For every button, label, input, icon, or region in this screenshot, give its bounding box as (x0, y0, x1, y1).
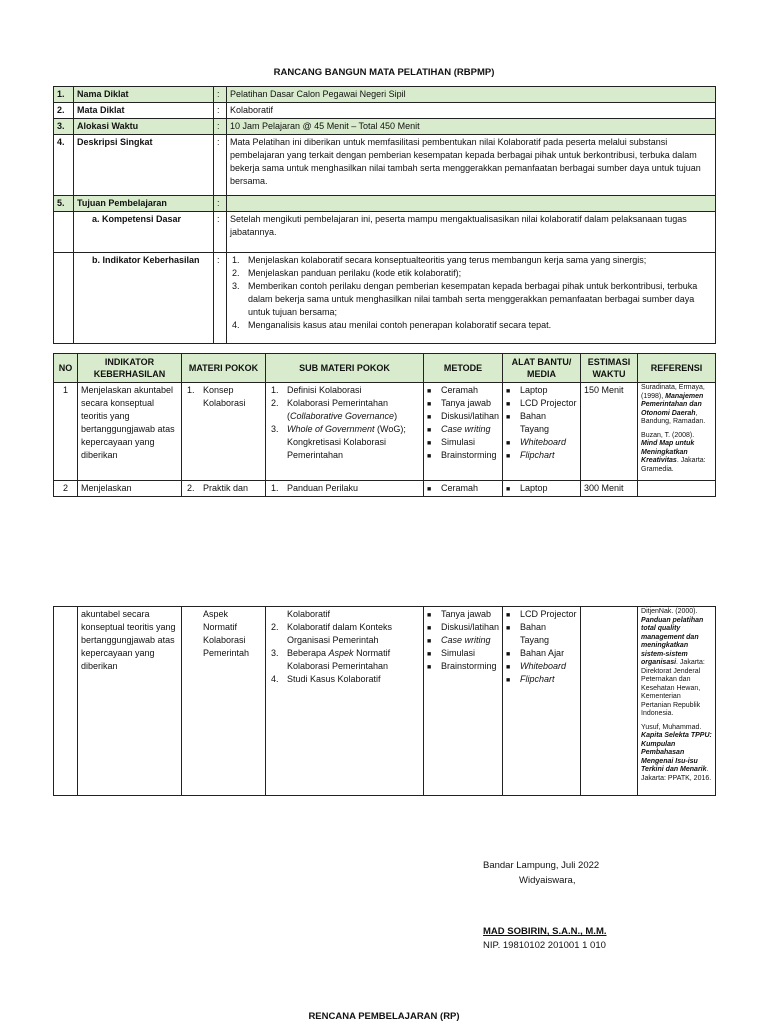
list-item: ■ Laptop (506, 385, 548, 395)
rbpmp-header-table (53, 86, 716, 344)
signature-place-date: Bandar Lampung, Juli 2022 (483, 860, 600, 871)
row-mata-diklat (54, 103, 716, 119)
list-item: ■ Bahan Tayang (506, 411, 550, 434)
table-row (54, 607, 716, 796)
row-kompetensi (54, 212, 716, 253)
separator: : (214, 119, 227, 135)
separator: : (214, 253, 227, 344)
row-nama-diklat (54, 87, 716, 103)
list-item: 2. Kolaborasi Pemerintahan (Collaborative Governance) (271, 398, 398, 421)
col-header: INDIKATOR KEBERHASILAN (78, 354, 182, 383)
cell-metode (424, 607, 503, 796)
list-item: ■ Diskusi/latihan (427, 411, 500, 421)
row-number: 2. (54, 103, 74, 119)
list-item: ■ Flipchart (506, 450, 555, 460)
rbpmp-detail-table (53, 353, 716, 497)
cell-materi: Aspek Normatif Kolaborasi Pemerintah (182, 607, 266, 796)
cell-referensi: DitjenNak. (2000). Panduan pelatihan total quality management dan meningkatkan sistem-sistem organisasi. Jakarta: Direktorat Jenderal Peternakan dan Kesehatan Hewan, Kementerian Pertanian Republik Indonesia. Yusuf, Muhammad. Kapita Selekta TPPU: Kumpulan Pembahasan Mengenai Isu-isu Terkini dan Menarik. Jakarta: PPATK, 2016. (638, 607, 716, 796)
col-header: ALAT BANTU/ MEDIA (503, 354, 581, 383)
cell-sub-materi (266, 383, 424, 481)
list-item: ■ LCD Projector (506, 609, 577, 619)
row-deskripsi (54, 135, 716, 196)
list-item: 3. Memberikan contoh perilaku dengan pemberian kesempatan kepada berbagai pihak untuk berkontribusi, terbuka dalam bekerja sama untuk menghasilkan nilai tambah serta menggerakkan pemanfaatan berbagai sumber daya untuk tujuan bersama; (232, 281, 698, 317)
separator: : (214, 87, 227, 103)
list-item: ■ Diskusi/latihan (427, 622, 500, 632)
cell-waktu: 300 Menit (581, 481, 638, 497)
cell-waktu: 150 Menit (581, 383, 638, 481)
cell-materi: 2. Praktik dan (182, 481, 266, 497)
list-item: ■ Brainstorming (427, 661, 497, 671)
col-header: ESTIMASI WAKTU (581, 354, 638, 383)
cell-media (503, 607, 581, 796)
cell-referensi (638, 481, 716, 497)
cell-no: 1 (54, 383, 78, 481)
cell-metode (424, 383, 503, 481)
row-label: a. Kompetensi Dasar (74, 212, 214, 253)
cell-referensi: Suradinata, Ermaya, (1998), Manajemen Pemerintahan dan Otonomi Daerah, Bandung, Ramadan. Buzan, T. (2008). Mind Map untuk Meningkatkan Kreativitas. Jakarta: Gramedia. (638, 383, 716, 481)
separator: : (214, 212, 227, 253)
row-number: 4. (54, 135, 74, 196)
cell-materi: 1. Konsep Kolaborasi (182, 383, 266, 481)
separator: : (214, 103, 227, 119)
col-header: SUB MATERI POKOK (266, 354, 424, 383)
row-indikator (54, 253, 716, 344)
row-number: 3. (54, 119, 74, 135)
row-tujuan (54, 196, 716, 212)
row-number: 5. (54, 196, 74, 212)
row-value: Kolaboratif (227, 103, 716, 119)
col-header: NO (54, 354, 78, 383)
cell-media (503, 383, 581, 481)
list-item: ■ Whiteboard (506, 661, 567, 671)
row-value (227, 253, 716, 344)
table-row (54, 481, 716, 497)
cell-no: 2 (54, 481, 78, 497)
list-item: ■ Whiteboard (506, 437, 567, 447)
list-item: 4. Studi Kasus Kolaboratif (271, 674, 381, 684)
cell-metode: ■ Ceramah (424, 481, 503, 497)
signature-nip: NIP. 19810102 201001 1 010 (483, 940, 606, 951)
indikator-list (230, 254, 712, 332)
cell-indikator: Menjelaskan akuntabel secara konseptual teoritis yang bertanggungjawab atas kepercayaan yang diberikan (78, 383, 182, 481)
row-label: Alokasi Waktu (74, 119, 214, 135)
row-label: Deskripsi Singkat (74, 135, 214, 196)
list-item: ■ LCD Projector (506, 398, 577, 408)
row-label: Tujuan Pembelajaran (74, 196, 214, 212)
rbpmp-detail-table-continued (53, 606, 716, 796)
list-item: ■ Bahan Tayang (506, 622, 550, 645)
row-label: Mata Diklat (74, 103, 214, 119)
cell-sub-materi: 1. Panduan Perilaku (266, 481, 424, 497)
list-item: ■ Ceramah (427, 385, 479, 395)
col-header: MATERI POKOK (182, 354, 266, 383)
cell-media: ■ Laptop (503, 481, 581, 497)
cell-waktu (581, 607, 638, 796)
list-item: 3. Whole of Government (WoG); Kongkretisasi Kolaborasi Pemerintahan (271, 424, 406, 460)
signature-role: Widyaiswara, (519, 875, 576, 886)
page-title: RANCANG BANGUN MATA PELATIHAN (RBPMP) (273, 67, 495, 78)
footer-title: RENCANA PEMBELAJARAN (RP) (308, 1011, 460, 1022)
row-label: Nama Diklat (74, 87, 214, 103)
list-item: ■ Simulasi (427, 648, 476, 658)
row-alokasi-waktu (54, 119, 716, 135)
list-item: ■ Flipchart (506, 674, 555, 684)
list-item: 1. Menjelaskan kolaboratif secara konseptualteoritis yang terus membangun kerja sama yang sinergis; (232, 255, 647, 265)
list-item: 4. Menganalisis kasus atau menilai contoh penerapan kolaboratif secara tepat. (232, 320, 552, 330)
row-value: Mata Pelatihan ini diberikan untuk memfasilitasi pembentukan nilai Kolaboratif pada peserta melalui substansi pembelajaran yang terkait dengan pemberian kesempatan kepada berbagai pihak untuk berkontribusi, terbuka dalam bekerja sama untuk menghasilkan nilai tambah serta menggerakkan pemanfaatan berbagai sumber daya untuk tujuan bersama. (227, 135, 716, 196)
list-item: 2. Kolaboratif dalam Konteks Organisasi Pemerintah (271, 622, 393, 645)
separator: : (214, 135, 227, 196)
list-item: ■ Case writing (427, 635, 491, 645)
row-label: b. Indikator Keberhasilan (74, 253, 214, 344)
row-value: Pelatihan Dasar Calon Pegawai Negeri Sipil (227, 87, 716, 103)
cell-indikator: Menjelaskan (78, 481, 182, 497)
table-row (54, 383, 716, 481)
list-item: ■ Bahan Ajar (506, 648, 565, 658)
table-header (54, 354, 716, 383)
row-value (227, 196, 716, 212)
col-header: METODE (424, 354, 503, 383)
row-value: Setelah mengikuti pembelajaran ini, peserta mampu mengaktualisasikan nilai kolaboratif dalam pelaksanaan tugas jabatannya. (227, 212, 716, 253)
row-value: 10 Jam Pelajaran @ 45 Menit – Total 450 Menit (227, 119, 716, 135)
col-header: REFERENSI (638, 354, 716, 383)
list-item: ■ Tanya jawab (427, 609, 492, 619)
list-item: ■ Tanya jawab (427, 398, 492, 408)
list-item: ■ Simulasi (427, 437, 476, 447)
separator: : (214, 196, 227, 212)
list-item: ■ Brainstorming (427, 450, 497, 460)
list-item: ■ Case writing (427, 424, 491, 434)
cell-indikator: akuntabel secara konseptual teoritis yang bertanggungjawab atas kepercayaan yang diberikan (78, 607, 182, 796)
list-item: 3. Beberapa Aspek Normatif Kolaborasi Pemerintahan (271, 648, 391, 671)
row-number: 1. (54, 87, 74, 103)
list-item: 1. Definisi Kolaborasi (271, 385, 362, 395)
cell-sub-materi: Kolaboratif 2. Kolaboratif dalam Konteks Organisasi Pemerintah 3. Beberapa Aspek Normatif Kolaborasi Pemerintahan 4. Studi Kasus Kolaboratif (266, 607, 424, 796)
signature-name: MAD SOBIRIN, S.A.N., M.M. (483, 926, 607, 937)
list-item: 2. Menjelaskan panduan perilaku (kode etik kolaboratif); (232, 268, 462, 278)
